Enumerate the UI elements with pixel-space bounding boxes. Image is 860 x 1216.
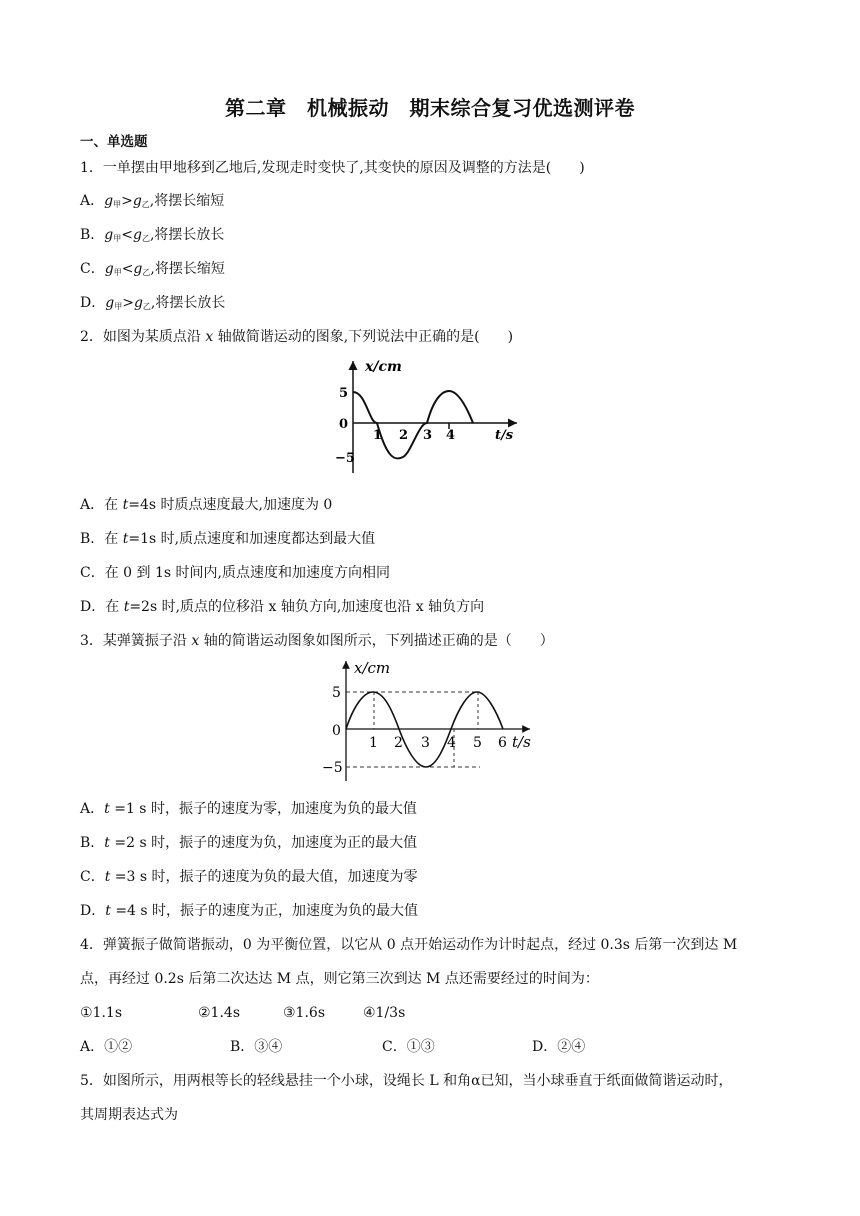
question-4-stem-line2: 点，再经过 0.2s 后第二次达达 M 点，则它第三次到达 M 点还需要经过的时间为：: [80, 971, 599, 987]
question-5-stem-line1: 5．如图所示，用两根等长的轻线悬挂一个小球，设绳长 L 和角α已知，当小球垂直于纸面做简谐运动时，: [80, 1073, 733, 1089]
q4-choice: ②1.4s: [198, 1005, 240, 1021]
q2-xtick: 4: [446, 428, 456, 443]
q3-option-b: B．t =2 s 时，振子的速度为负，加速度为正的最大值: [80, 835, 418, 851]
q2-ytick: −5: [335, 451, 355, 466]
question-4-stem-line1: 4．弹簧振子做简谐振动，0 为平衡位置，以它从 0 点开始运动作为计时起点，经过 0.3s 后第一次到达 M: [80, 937, 738, 953]
q2-option-b: B．在 t=1s 时,质点速度和加速度都达到最大值: [80, 531, 376, 547]
q4-option-c: C．①③: [382, 1039, 435, 1055]
q4-choice: ①1.1s: [80, 1005, 122, 1021]
q2-graph: [335, 355, 525, 480]
q2-xtick: 2: [399, 428, 409, 443]
q3-xtick: 5: [473, 735, 482, 751]
q1-option-a: A．$g_甲>g_乙$,将摆长缩短: [80, 193, 225, 209]
question-1-stem: 1．一单摆由甲地移到乙地后,发现走时变快了,其变快的原因及调整的方法是( ): [80, 160, 585, 176]
q2-xtick: 1: [373, 428, 383, 443]
q1-option-d: D．$g_甲>g_乙$,将摆长放长: [80, 295, 226, 311]
q3-graph: [318, 655, 540, 785]
q3-ytick: 0: [332, 723, 341, 739]
question-3-stem: 3．某弹簧振子沿 x 轴的简谐运动图象如图所示，下列描述正确的是（ ）: [80, 633, 554, 649]
q2-option-c: C．在 0 到 1s 时间内,质点速度和加速度方向相同: [80, 565, 390, 581]
q4-option-b: B．③④: [230, 1039, 283, 1055]
q4-choice: ④1/3s: [363, 1005, 406, 1021]
q3-ytick: 5: [332, 685, 341, 701]
q2-curve: [353, 391, 473, 458]
q3-xtick: 6: [498, 735, 507, 751]
q4-option-a: A．①②: [80, 1039, 133, 1055]
q2-xtick: 3: [423, 428, 433, 443]
question-5-stem-line2: 其周期表达式为: [80, 1107, 178, 1123]
q3-option-c: C．t =3 s 时，振子的速度为负的最大值，加速度为零: [80, 869, 418, 885]
q3-y-label: x/cm: [354, 659, 391, 677]
q2-y-label: x/cm: [365, 359, 402, 375]
q3-ytick: −5: [322, 760, 343, 776]
q4-option-d: D．②④: [532, 1039, 586, 1055]
q3-xtick: 3: [421, 735, 430, 751]
q3-xtick: 2: [394, 735, 403, 751]
q3-xtick: 4: [447, 735, 456, 751]
q3-option-d: D．t =4 s 时，振子的速度为正，加速度为负的最大值: [80, 903, 419, 919]
q1-option-b: B．$g_甲<g_乙$,将摆长放长: [80, 227, 225, 243]
page-title: 第二章 机械振动 期末综合复习优选测评卷: [225, 96, 635, 120]
q2-option-d: D．在 t=2s 时,质点的位移沿 x 轴负方向,加速度也沿 x 轴负方向: [80, 599, 485, 615]
section-heading: 一、单选题: [80, 134, 148, 150]
q3-t-label: t/s: [512, 733, 531, 751]
q2-t-label: t/s: [495, 428, 514, 443]
q4-choice: ③1.6s: [283, 1005, 325, 1021]
q2-ytick: 5: [339, 386, 349, 401]
q2-ytick: 0: [339, 417, 349, 432]
q3-option-a: A．t =1 s 时，振子的速度为零，加速度为负的最大值: [80, 801, 417, 817]
q3-xtick: 1: [369, 735, 378, 751]
q2-option-a: A．在 t=4s 时质点速度最大,加速度为 0: [80, 497, 333, 513]
question-2-stem: 2．如图为某质点沿 x 轴做简谐运动的图象,下列说法中正确的是( ): [80, 329, 514, 345]
q1-option-c: C．$g_甲<g_乙$,将摆长缩短: [80, 261, 225, 277]
